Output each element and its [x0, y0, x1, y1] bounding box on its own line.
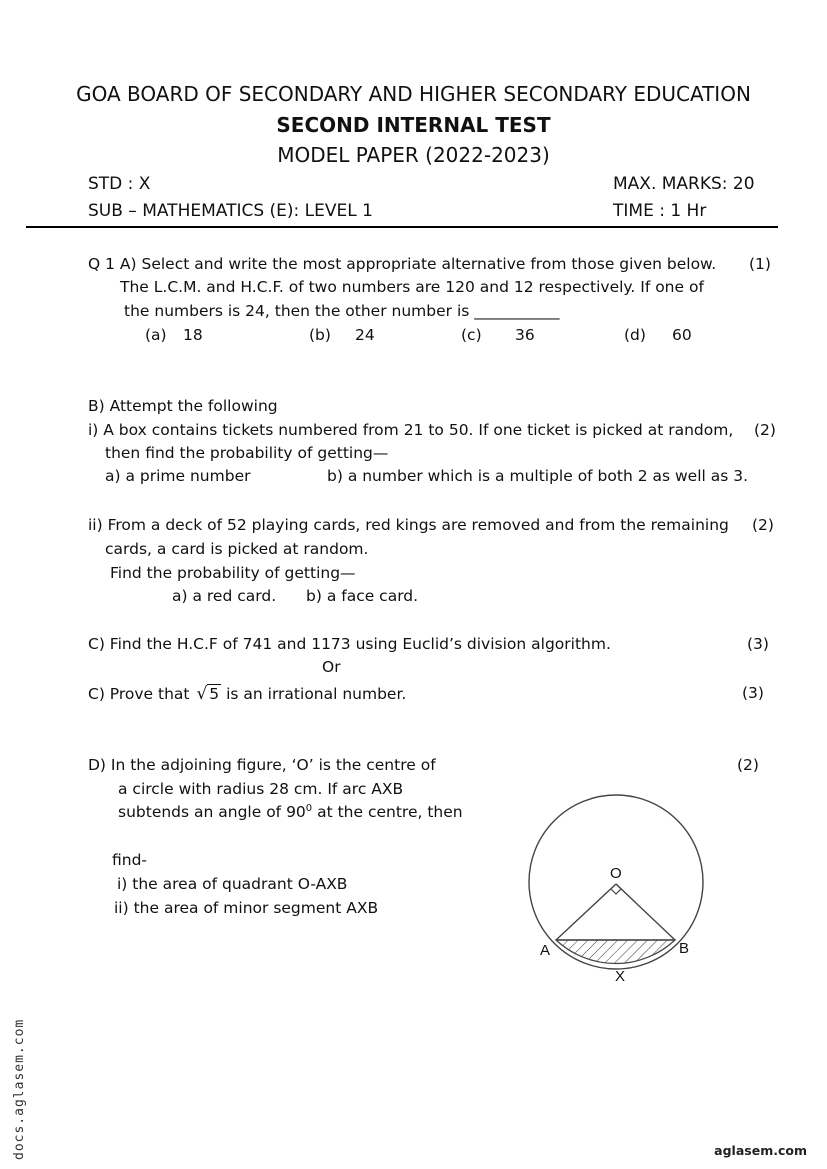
q1d-line3-pre: subtends an angle of 90 — [118, 803, 306, 822]
minor-segment-hatched — [556, 940, 675, 964]
option-c-value: 36 — [515, 326, 535, 344]
q1c-marks2: (3) — [742, 684, 764, 702]
q1c-line1: C) Find the H.C.F of 741 and 1173 using Euclid’s division algorithm. — [88, 635, 611, 653]
option-b-label: (b) — [309, 326, 331, 344]
option-a-label: (a) — [145, 326, 167, 344]
q1b-ii-line3: Find the probability of getting— — [110, 564, 356, 582]
q1d-marks: (2) — [737, 756, 759, 774]
q1d-line1: D) In the adjoining figure, ‘O’ is the centre of — [88, 756, 436, 774]
model-paper-title: MODEL PAPER (2022-2023) — [277, 143, 550, 167]
q1d-line3-post: at the centre, then — [312, 803, 463, 822]
q1c-or: Or — [322, 658, 341, 676]
label-b: B — [679, 940, 690, 957]
max-marks-label: MAX. MARKS: 20 — [613, 174, 755, 194]
q1c-line2-post: is an irrational number. — [226, 685, 407, 703]
label-a: A — [540, 942, 551, 959]
label-x: X — [615, 968, 626, 985]
sqrt-5 — [194, 684, 221, 704]
q1c-marks1: (3) — [747, 635, 769, 653]
radical-sign: √ — [196, 684, 208, 704]
option-a-value: 18 — [183, 326, 203, 344]
option-b-value: 24 — [355, 326, 375, 344]
header-rule — [26, 226, 778, 228]
q1a-marks: (1) — [749, 255, 771, 273]
q1d-line2: a circle with radius 28 cm. If arc AXB — [118, 780, 404, 798]
q1b-i-line1: i) A box contains tickets numbered from 21 to 50. If one ticket is picked at random, — [88, 421, 734, 439]
footer-brand[interactable]: aglasem.com — [714, 1143, 807, 1158]
right-angle-mark — [611, 884, 621, 894]
q1a-line3: the numbers is 24, then the other number is ___________ — [124, 302, 560, 320]
q1b-i-marks: (2) — [754, 421, 776, 439]
q1d-find-ii: ii) the area of minor segment AXB — [114, 899, 379, 917]
circle-figure — [520, 790, 720, 990]
q1b-i-option-b: b) a number which is a multiple of both 2 as well as 3. — [327, 467, 749, 485]
std-label: STD : X — [88, 174, 151, 194]
watermark-text: docs.aglasem.com — [12, 1018, 27, 1160]
option-c-label: (c) — [461, 326, 482, 344]
q1d-find-i: i) the area of quadrant O-AXB — [117, 875, 348, 893]
q1a-line2: The L.C.M. and H.C.F. of two numbers are 120 and 12 respectively. If one of — [120, 278, 704, 296]
radius-ob — [616, 884, 675, 940]
q1b-heading: B) Attempt the following — [88, 397, 278, 415]
test-title: SECOND INTERNAL TEST — [276, 113, 551, 137]
radicand: 5 — [209, 685, 220, 703]
q1b-ii-line1: ii) From a deck of 52 playing cards, red kings are removed and from the remaining — [88, 516, 729, 534]
q1a-line1: Q 1 A) Select and write the most appropriate alternative from those given below. — [88, 255, 717, 273]
radius-oa — [556, 884, 616, 940]
q1b-ii-line2: cards, a card is picked at random. — [105, 540, 369, 558]
q1b-i-line2: then find the probability of getting— — [105, 444, 389, 462]
q1b-ii-marks: (2) — [752, 516, 774, 534]
option-d-label: (d) — [624, 326, 646, 344]
board-title: GOA BOARD OF SECONDARY AND HIGHER SECONDARY EDUCATION — [76, 82, 751, 106]
q1c-line2 — [88, 684, 406, 704]
subject-label: SUB – MATHEMATICS (E): LEVEL 1 — [88, 201, 373, 221]
q1b-i-option-a: a) a prime number — [105, 467, 251, 485]
q1b-ii-option-a: a) a red card. — [172, 587, 277, 605]
option-d-value: 60 — [672, 326, 692, 344]
q1b-ii-option-b: b) a face card. — [306, 587, 419, 605]
q1d-find: find- — [112, 851, 148, 869]
q1c-line2-pre: C) Prove that — [88, 685, 190, 703]
degree-superscript: 0 — [305, 803, 313, 814]
label-o: O — [610, 865, 622, 882]
q1d-line3 — [118, 803, 463, 821]
time-label: TIME : 1 Hr — [613, 201, 707, 221]
